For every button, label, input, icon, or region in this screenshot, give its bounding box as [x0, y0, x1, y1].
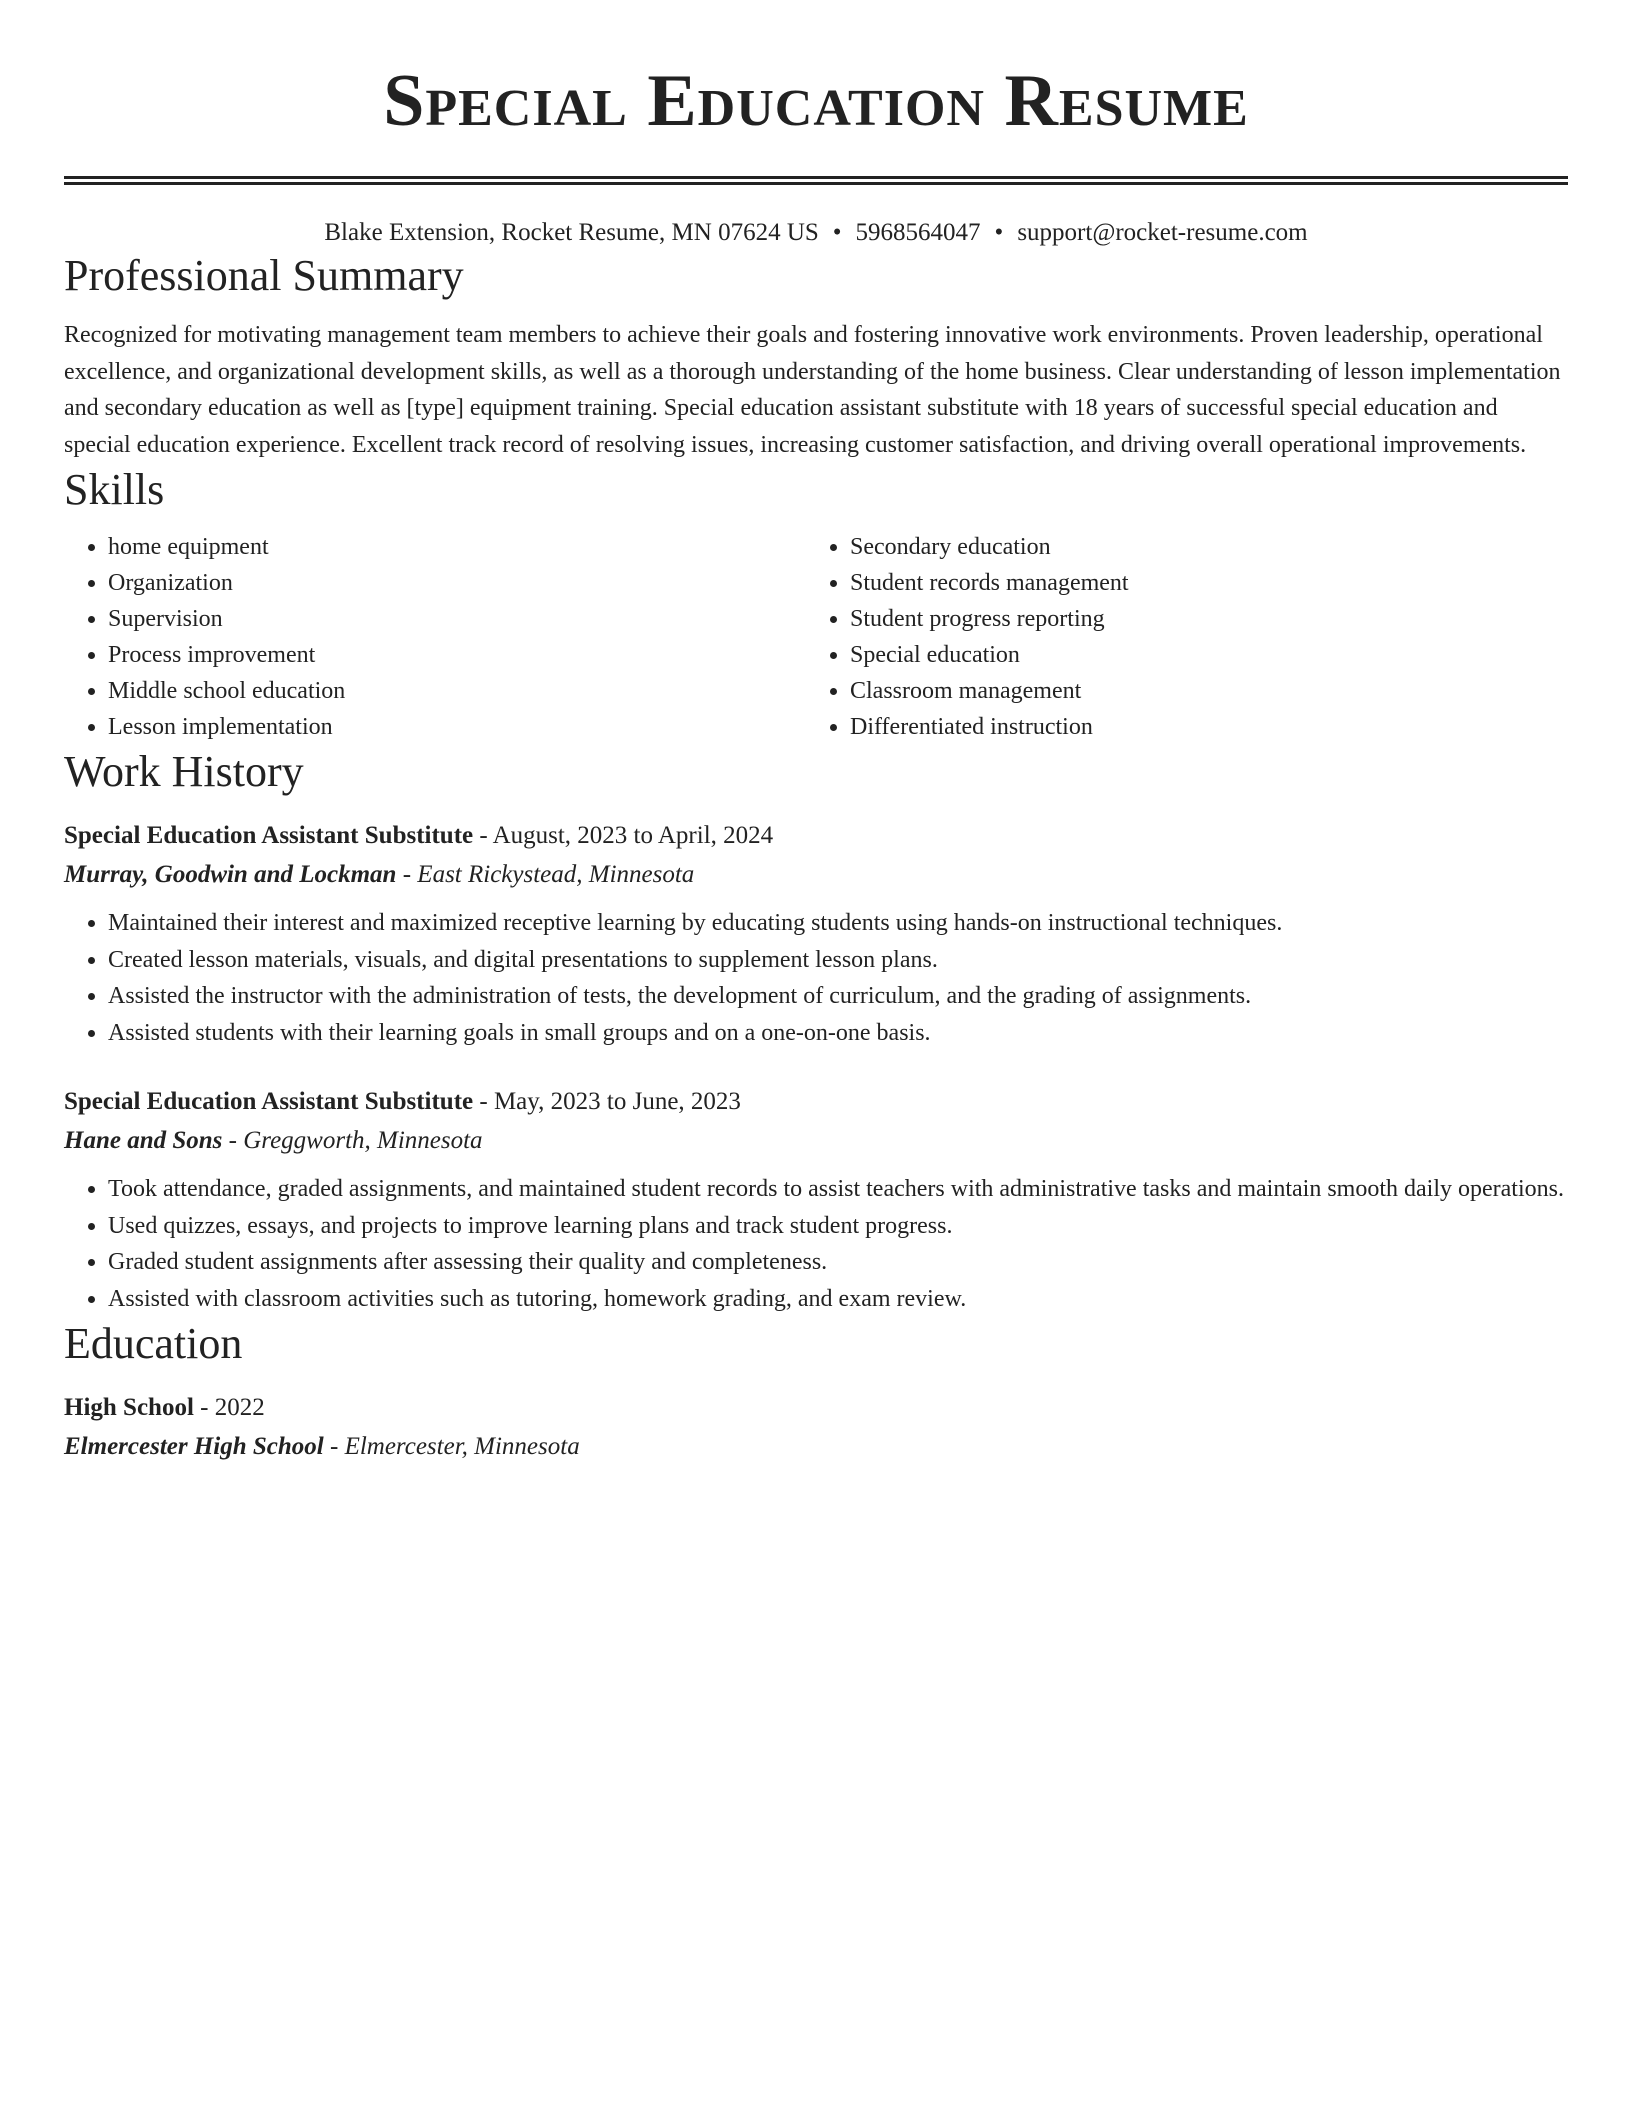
duty-item: • Assisted students with their learning goals in small groups and on a one-on-one basis. — [108, 1015, 1568, 1052]
job-duties — [64, 1171, 1568, 1317]
page-title: Special Education Resume — [383, 60, 1249, 142]
skills-heading: Skills — [64, 465, 165, 514]
skill-item: • Secondary education — [850, 529, 1548, 565]
employer-line — [64, 1121, 1568, 1161]
employer-location: East Rickystead, Minnesota — [417, 861, 695, 888]
summary-heading: Professional Summary — [64, 251, 464, 300]
skills-list — [64, 529, 1568, 745]
duty-item: • Assisted with classroom activities such as tutoring, homework grading, and exam review. — [108, 1281, 1568, 1318]
job-title-line — [64, 817, 1568, 855]
contact-address: Blake Extension, Rocket Resume, MN 07624 US — [324, 219, 819, 246]
dash: - — [323, 1433, 345, 1460]
skill-item: • Special education — [850, 637, 1548, 673]
summary-text: Recognized for motivating management team members to achieve their goals and fostering innovative work environments. Proven leadership, operational excellence, and organizational development skills, as well as a thorough understanding of the home business. Clear understanding of lesson implementation and secondary education as well as [type] equipment training. Special education assistant substitute with 18 years of successful special education and special education experience. Excellent track record of resolving issues, increasing customer satisfaction, and driving overall operational improvements. — [64, 322, 1561, 458]
contact-email: support@rocket-resume.com — [1017, 219, 1308, 246]
job-entry — [64, 1083, 1568, 1317]
skill-item: • Differentiated instruction — [850, 709, 1548, 745]
job-title-line — [64, 1083, 1568, 1121]
duty-item: • Maintained their interest and maximized receptive learning by educating students using hands-on instructional techniques. — [108, 905, 1568, 942]
degree-name: High School — [64, 1394, 194, 1421]
duty-item: • Assisted the instructor with the administration of tests, the development of curriculum, and the grading of assignments. — [108, 978, 1568, 1015]
skill-item: • home equipment — [108, 529, 806, 565]
employer-name: Murray, Goodwin and Lockman — [64, 861, 397, 888]
job-title: Special Education Assistant Substitute — [64, 822, 474, 849]
skill-item: • Organization — [108, 565, 806, 601]
skill-item: • Process improvement — [108, 637, 806, 673]
employer-location: Greggworth, Minnesota — [243, 1127, 483, 1154]
dash: - — [473, 822, 493, 849]
job-entry — [64, 817, 1568, 1051]
skill-item: • Student records management — [850, 565, 1548, 601]
education-entry — [64, 1389, 1568, 1467]
work-history-heading: Work History — [64, 747, 304, 796]
skill-item: • Lesson implementation — [108, 709, 806, 745]
skills-column-left — [64, 529, 806, 745]
dash: - — [193, 1394, 215, 1421]
contact-separator: • — [832, 219, 842, 246]
dash: - — [396, 861, 418, 888]
skill-item: • Middle school education — [108, 673, 806, 709]
job-dates: August, 2023 to April, 2024 — [492, 822, 774, 849]
dash: - — [473, 1088, 494, 1115]
duty-item: • Used quizzes, essays, and projects to improve learning plans and track student progress. — [108, 1208, 1568, 1245]
school-name: Elmercester High School — [64, 1433, 324, 1460]
job-dates: May, 2023 to June, 2023 — [493, 1088, 741, 1115]
school-line — [64, 1427, 1568, 1467]
contact-separator: • — [994, 219, 1004, 246]
duty-item: • Graded student assignments after assessing their quality and completeness. — [108, 1244, 1568, 1281]
graduation-year: 2022 — [214, 1394, 265, 1421]
job-title: Special Education Assistant Substitute — [64, 1088, 474, 1115]
skills-column-right — [806, 529, 1548, 745]
school-location: Elmercester, Minnesota — [344, 1433, 580, 1460]
dash: - — [222, 1127, 244, 1154]
duty-item: • Took attendance, graded assignments, and maintained student records to assist teachers with administrative tasks and maintain smooth daily operations. — [108, 1171, 1568, 1208]
skill-item: • Supervision — [108, 601, 806, 637]
degree-line — [64, 1389, 1568, 1427]
title-divider — [64, 176, 1568, 185]
duty-item: • Created lesson materials, visuals, and digital presentations to supplement lesson plans. — [108, 942, 1568, 979]
skill-item: • Student progress reporting — [850, 601, 1548, 637]
contact-line — [64, 217, 1568, 249]
employer-name: Hane and Sons — [64, 1127, 223, 1154]
education-heading: Education — [64, 1319, 243, 1368]
job-duties — [64, 905, 1568, 1051]
contact-phone: 5968564047 — [855, 219, 981, 246]
skill-item: • Classroom management — [850, 673, 1548, 709]
employer-line — [64, 855, 1568, 895]
